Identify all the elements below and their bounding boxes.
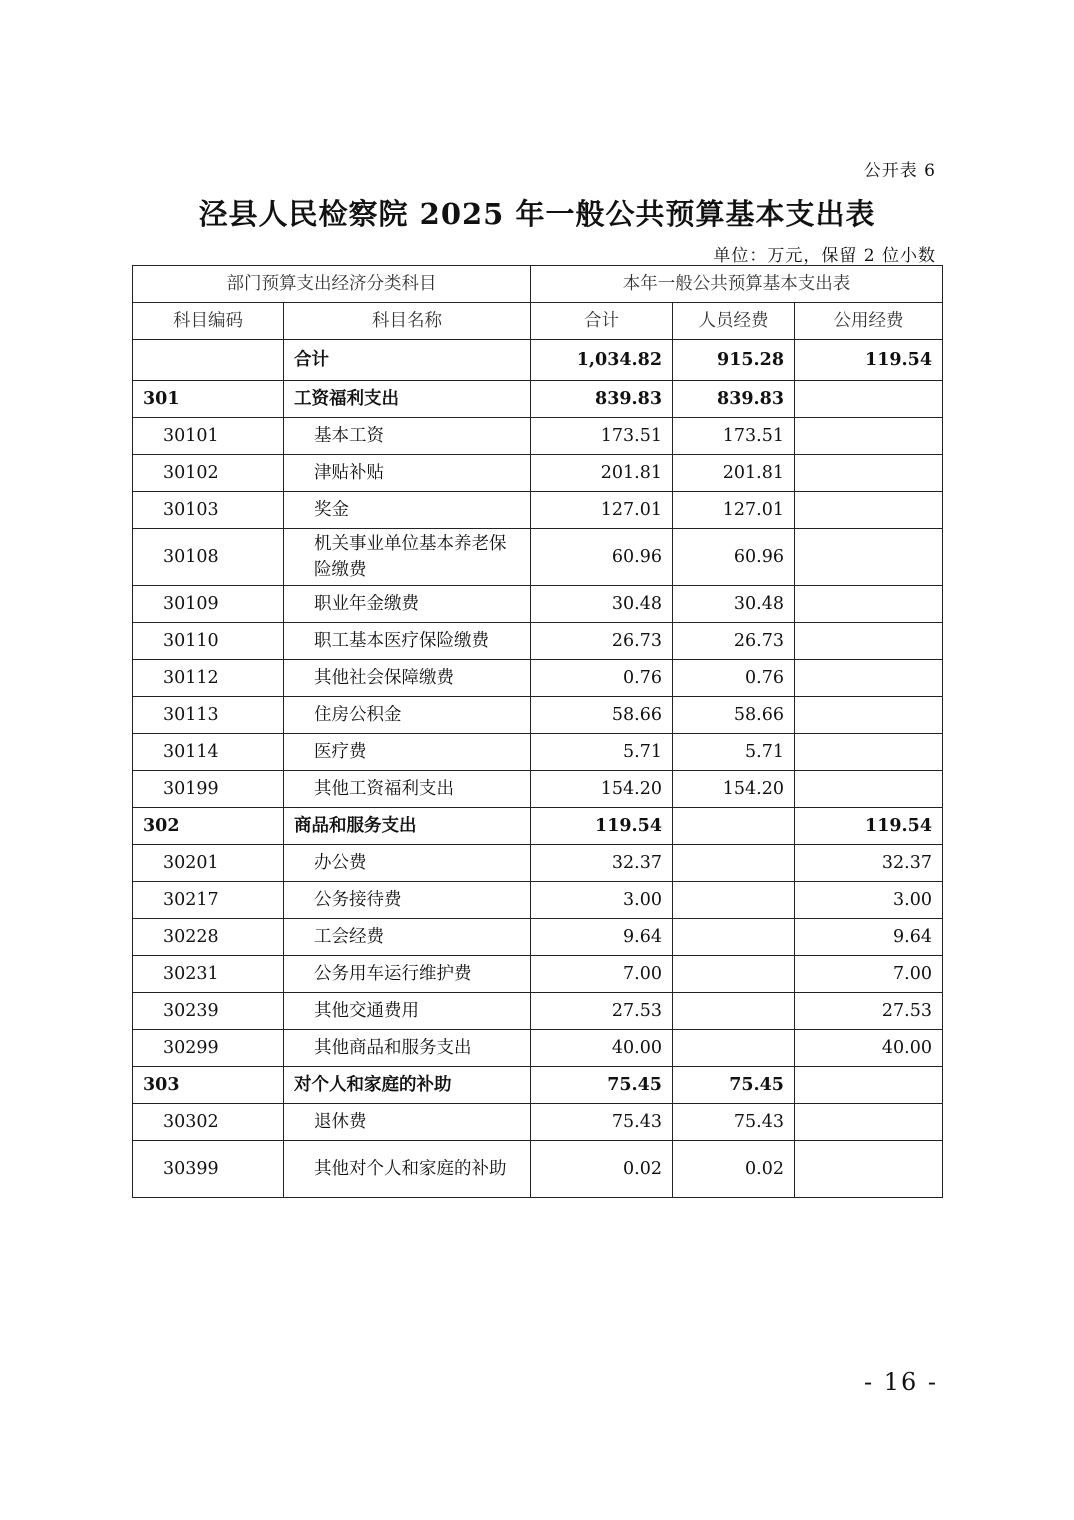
table-row xyxy=(133,418,943,455)
cell-name: 公务用车运行维护费 xyxy=(284,956,531,993)
cell-public: 119.54 xyxy=(795,808,943,845)
cell-public xyxy=(795,418,943,455)
cell-public: 9.64 xyxy=(795,919,943,956)
cell-personnel: 30.48 xyxy=(673,586,795,623)
cell-personnel: 5.71 xyxy=(673,734,795,771)
cell-total: 26.73 xyxy=(531,623,673,660)
cell-public xyxy=(795,1067,943,1104)
cell-personnel: 173.51 xyxy=(673,418,795,455)
cell-total: 154.20 xyxy=(531,771,673,808)
table-row xyxy=(133,734,943,771)
col-header-total: 合计 xyxy=(531,303,673,340)
cell-total: 127.01 xyxy=(531,492,673,529)
col-header-code: 科目编码 xyxy=(133,303,284,340)
cell-name: 公务接待费 xyxy=(284,882,531,919)
cell-personnel: 154.20 xyxy=(673,771,795,808)
total-personnel: 915.28 xyxy=(673,340,795,381)
cell-code: 30217 xyxy=(133,882,284,919)
cell-public: 40.00 xyxy=(795,1030,943,1067)
cell-personnel xyxy=(673,1030,795,1067)
cell-code: 30231 xyxy=(133,956,284,993)
document-label: 公开表 6 xyxy=(863,161,936,181)
table-group-row xyxy=(133,808,943,845)
table-row xyxy=(133,882,943,919)
cell-total: 58.66 xyxy=(531,697,673,734)
total-row xyxy=(133,340,943,381)
cell-name: 其他对个人和家庭的补助 xyxy=(284,1141,531,1198)
budget-table xyxy=(132,265,943,1198)
cell-code: 30228 xyxy=(133,919,284,956)
cell-name: 职业年金缴费 xyxy=(284,586,531,623)
cell-code: 30108 xyxy=(133,529,284,586)
cell-code: 30103 xyxy=(133,492,284,529)
cell-code: 30199 xyxy=(133,771,284,808)
cell-name: 商品和服务支出 xyxy=(284,808,531,845)
cell-public: 7.00 xyxy=(795,956,943,993)
cell-personnel: 0.02 xyxy=(673,1141,795,1198)
cell-personnel: 58.66 xyxy=(673,697,795,734)
cell-public xyxy=(795,529,943,586)
cell-personnel: 0.76 xyxy=(673,660,795,697)
cell-total: 0.76 xyxy=(531,660,673,697)
cell-code: 303 xyxy=(133,1067,284,1104)
cell-personnel: 26.73 xyxy=(673,623,795,660)
table-row xyxy=(133,697,943,734)
cell-personnel: 127.01 xyxy=(673,492,795,529)
page-title: 泾县人民检察院 2025 年一般公共预算基本支出表 xyxy=(198,197,876,231)
cell-total: 75.43 xyxy=(531,1104,673,1141)
cell-total: 119.54 xyxy=(531,808,673,845)
cell-personnel xyxy=(673,993,795,1030)
cell-name: 其他社会保障缴费 xyxy=(284,660,531,697)
total-amount: 1,034.82 xyxy=(531,340,673,381)
cell-code: 30302 xyxy=(133,1104,284,1141)
cell-total: 60.96 xyxy=(531,529,673,586)
total-public: 119.54 xyxy=(795,340,943,381)
cell-personnel: 75.43 xyxy=(673,1104,795,1141)
total-name: 合计 xyxy=(284,340,531,381)
cell-code: 30399 xyxy=(133,1141,284,1198)
cell-public xyxy=(795,586,943,623)
cell-code: 30201 xyxy=(133,845,284,882)
cell-code: 30114 xyxy=(133,734,284,771)
cell-code: 30299 xyxy=(133,1030,284,1067)
table-row xyxy=(133,919,943,956)
cell-code: 30113 xyxy=(133,697,284,734)
col-header-name: 科目名称 xyxy=(284,303,531,340)
cell-name: 其他交通费用 xyxy=(284,993,531,1030)
header-group-row xyxy=(133,266,943,303)
header-group-right: 本年一般公共预算基本支出表 xyxy=(531,266,943,303)
table-row xyxy=(133,1030,943,1067)
cell-personnel: 839.83 xyxy=(673,381,795,418)
cell-total: 75.45 xyxy=(531,1067,673,1104)
cell-public xyxy=(795,1141,943,1198)
cell-personnel xyxy=(673,919,795,956)
table-row xyxy=(133,586,943,623)
cell-public xyxy=(795,1104,943,1141)
cell-personnel xyxy=(673,845,795,882)
page-number: - 16 - xyxy=(863,1368,938,1396)
table-row xyxy=(133,529,943,586)
cell-public xyxy=(795,623,943,660)
cell-total: 32.37 xyxy=(531,845,673,882)
cell-total: 27.53 xyxy=(531,993,673,1030)
table-group-row xyxy=(133,1067,943,1104)
table-row xyxy=(133,1141,943,1198)
cell-code: 302 xyxy=(133,808,284,845)
cell-public xyxy=(795,492,943,529)
cell-public xyxy=(795,771,943,808)
table-row xyxy=(133,993,943,1030)
cell-personnel xyxy=(673,956,795,993)
cell-name: 医疗费 xyxy=(284,734,531,771)
table-row xyxy=(133,956,943,993)
cell-name: 其他商品和服务支出 xyxy=(284,1030,531,1067)
cell-total: 0.02 xyxy=(531,1141,673,1198)
cell-name: 工会经费 xyxy=(284,919,531,956)
cell-total: 30.48 xyxy=(531,586,673,623)
cell-total: 5.71 xyxy=(531,734,673,771)
cell-public xyxy=(795,660,943,697)
cell-total: 839.83 xyxy=(531,381,673,418)
cell-name: 对个人和家庭的补助 xyxy=(284,1067,531,1104)
cell-total: 7.00 xyxy=(531,956,673,993)
cell-code: 30102 xyxy=(133,455,284,492)
unit-note: 单位：万元，保留 2 位小数 xyxy=(713,246,936,266)
col-header-public: 公用经费 xyxy=(795,303,943,340)
cell-total: 201.81 xyxy=(531,455,673,492)
header-group-left: 部门预算支出经济分类科目 xyxy=(133,266,531,303)
cell-public xyxy=(795,734,943,771)
cell-name: 工资福利支出 xyxy=(284,381,531,418)
table-group-row xyxy=(133,381,943,418)
table-row xyxy=(133,623,943,660)
table-row xyxy=(133,455,943,492)
cell-public: 3.00 xyxy=(795,882,943,919)
cell-personnel: 75.45 xyxy=(673,1067,795,1104)
table-row xyxy=(133,771,943,808)
cell-name: 奖金 xyxy=(284,492,531,529)
cell-code: 30109 xyxy=(133,586,284,623)
cell-name: 办公费 xyxy=(284,845,531,882)
cell-name: 住房公积金 xyxy=(284,697,531,734)
col-header-personnel: 人员经费 xyxy=(673,303,795,340)
cell-public xyxy=(795,697,943,734)
cell-total: 40.00 xyxy=(531,1030,673,1067)
cell-code: 30101 xyxy=(133,418,284,455)
table-row xyxy=(133,660,943,697)
table-row xyxy=(133,492,943,529)
cell-name: 其他工资福利支出 xyxy=(284,771,531,808)
cell-total: 173.51 xyxy=(531,418,673,455)
cell-public: 27.53 xyxy=(795,993,943,1030)
cell-personnel: 201.81 xyxy=(673,455,795,492)
cell-code: 30110 xyxy=(133,623,284,660)
cell-code: 30112 xyxy=(133,660,284,697)
cell-code: 30239 xyxy=(133,993,284,1030)
cell-personnel xyxy=(673,808,795,845)
table-row xyxy=(133,845,943,882)
header-column-row xyxy=(133,303,943,340)
cell-code: 301 xyxy=(133,381,284,418)
cell-name: 职工基本医疗保险缴费 xyxy=(284,623,531,660)
cell-personnel: 60.96 xyxy=(673,529,795,586)
cell-personnel xyxy=(673,882,795,919)
cell-name: 退休费 xyxy=(284,1104,531,1141)
cell-total: 3.00 xyxy=(531,882,673,919)
total-code xyxy=(133,340,284,381)
cell-name: 基本工资 xyxy=(284,418,531,455)
cell-total: 9.64 xyxy=(531,919,673,956)
cell-name: 津贴补贴 xyxy=(284,455,531,492)
cell-name: 机关事业单位基本养老保险缴费 xyxy=(284,529,531,586)
table-row xyxy=(133,1104,943,1141)
cell-public xyxy=(795,455,943,492)
cell-public: 32.37 xyxy=(795,845,943,882)
cell-public xyxy=(795,381,943,418)
